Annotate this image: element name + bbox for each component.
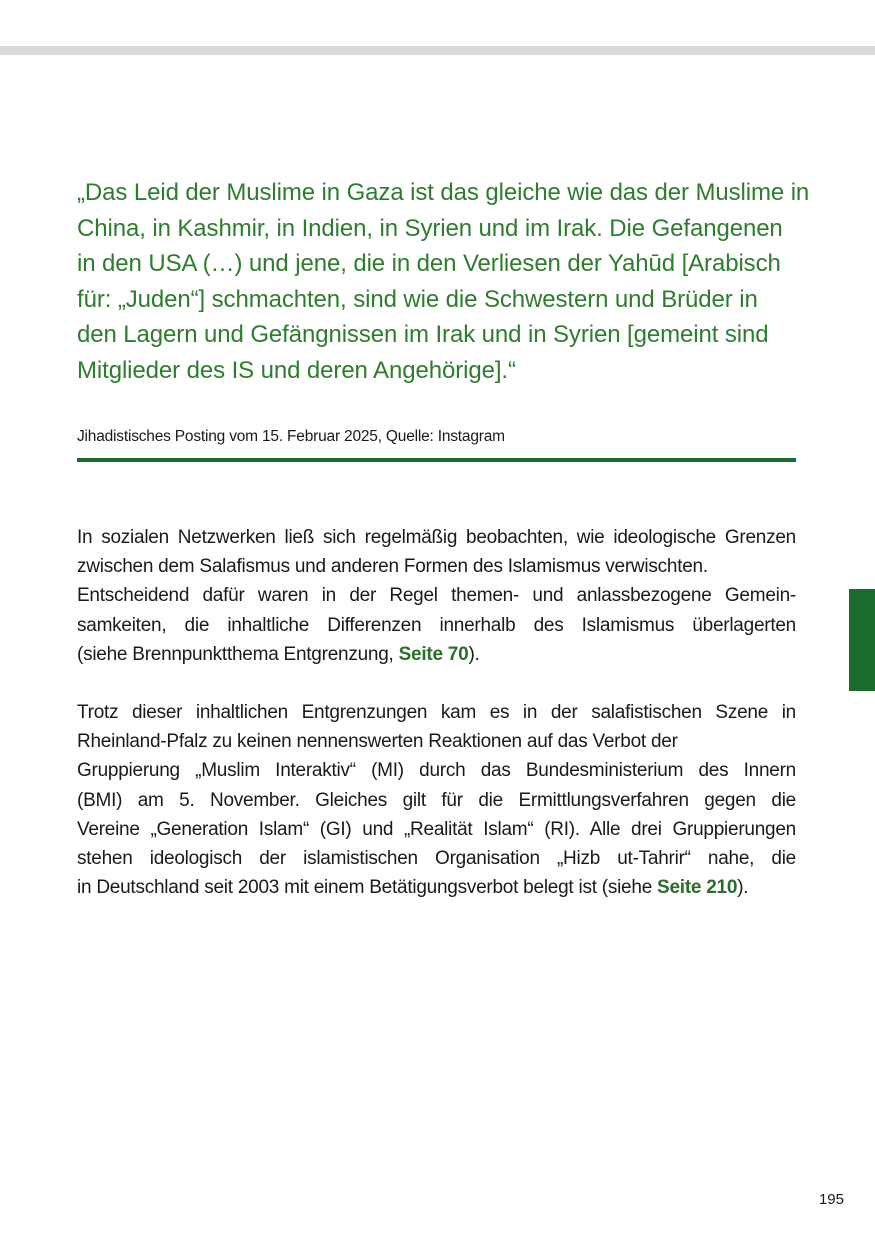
quote-source: Jihadistisches Posting vom 15. Februar 2025, Quelle: Instagram: [77, 428, 505, 445]
quote-line: China, in Kashmir, in Indien, in Syrien und im Irak. Die Gefangenen: [77, 214, 783, 242]
page-reference-link[interactable]: Seite 70: [398, 643, 469, 665]
quote-line: „Das Leid der Muslime in Gaza ist das gleiche wie das der Muslime in: [77, 179, 810, 206]
paragraph-line: (BMI) am 5. November. Gleiches gilt für die Ermittlungsverfahren gegen die: [77, 789, 796, 811]
quote-line: Mitglieder des IS und deren Angehörige].“: [77, 356, 516, 384]
paragraph-line: In sozialen Netzwerken ließ sich regelmäßig beobachten, wie ideologische Grenzen: [77, 527, 796, 548]
paragraph-line: [77, 873, 796, 902]
quote-line: in den USA (…) und jene, die in den Verliesen der Yahūd [Arabisch: [77, 250, 781, 277]
paragraph-text: ).: [737, 877, 749, 899]
page-number: 195: [818, 1191, 844, 1208]
body-paragraph-1: [77, 523, 796, 669]
body-paragraph-2: [77, 698, 796, 902]
paragraph-line: [77, 640, 796, 669]
paragraph-text: ).: [468, 643, 480, 665]
paragraph-line: Gruppierung „Muslim Interaktiv“ (MI) durch das Bundesministerium des Innern: [77, 760, 796, 782]
paragraph-line: stehen ideologisch der islamistischen Organisation „Hizb ut-Tahrir“ nahe, die: [77, 848, 796, 870]
paragraph-line: Rheinland-Pfalz zu keinen nennenswerten Reaktionen auf das Verbot der: [77, 731, 678, 753]
chapter-marker-tab: [849, 589, 875, 691]
quote-line: den Lagern und Gefängnissen im Irak und in Syrien [gemeint sind: [77, 321, 769, 348]
jihadist-quote: [77, 175, 810, 388]
paragraph-line: Entscheidend dafür waren in der Regel themen- und anlassbezogene Gemein-: [77, 585, 796, 607]
paragraph-line: Vereine „Generation Islam“ (GI) und „Realität Islam“ (RI). Alle drei Gruppierungen: [77, 818, 796, 840]
paragraph-line: Trotz dieser inhaltlichen Entgrenzungen kam es in der salafistischen Szene in: [77, 702, 796, 723]
paragraph-text: (siehe Brennpunktthema Entgrenzung,: [77, 643, 399, 665]
paragraph-line: samkeiten, die inhaltliche Differenzen innerhalb des Islamismus überlagerten: [77, 614, 796, 636]
paragraph-line: zwischen dem Salafismus und anderen Formen des Islamismus verwischten.: [77, 556, 708, 578]
quote-line: für: „Juden“] schmachten, sind wie die Schwestern und Brüder in: [77, 285, 758, 313]
paragraph-text: in Deutschland seit 2003 mit einem Betätigungsverbot belegt ist (siehe: [77, 877, 658, 899]
quote-divider: [77, 458, 796, 462]
header-rule: [0, 46, 875, 55]
page-reference-link[interactable]: Seite 210: [657, 877, 738, 899]
